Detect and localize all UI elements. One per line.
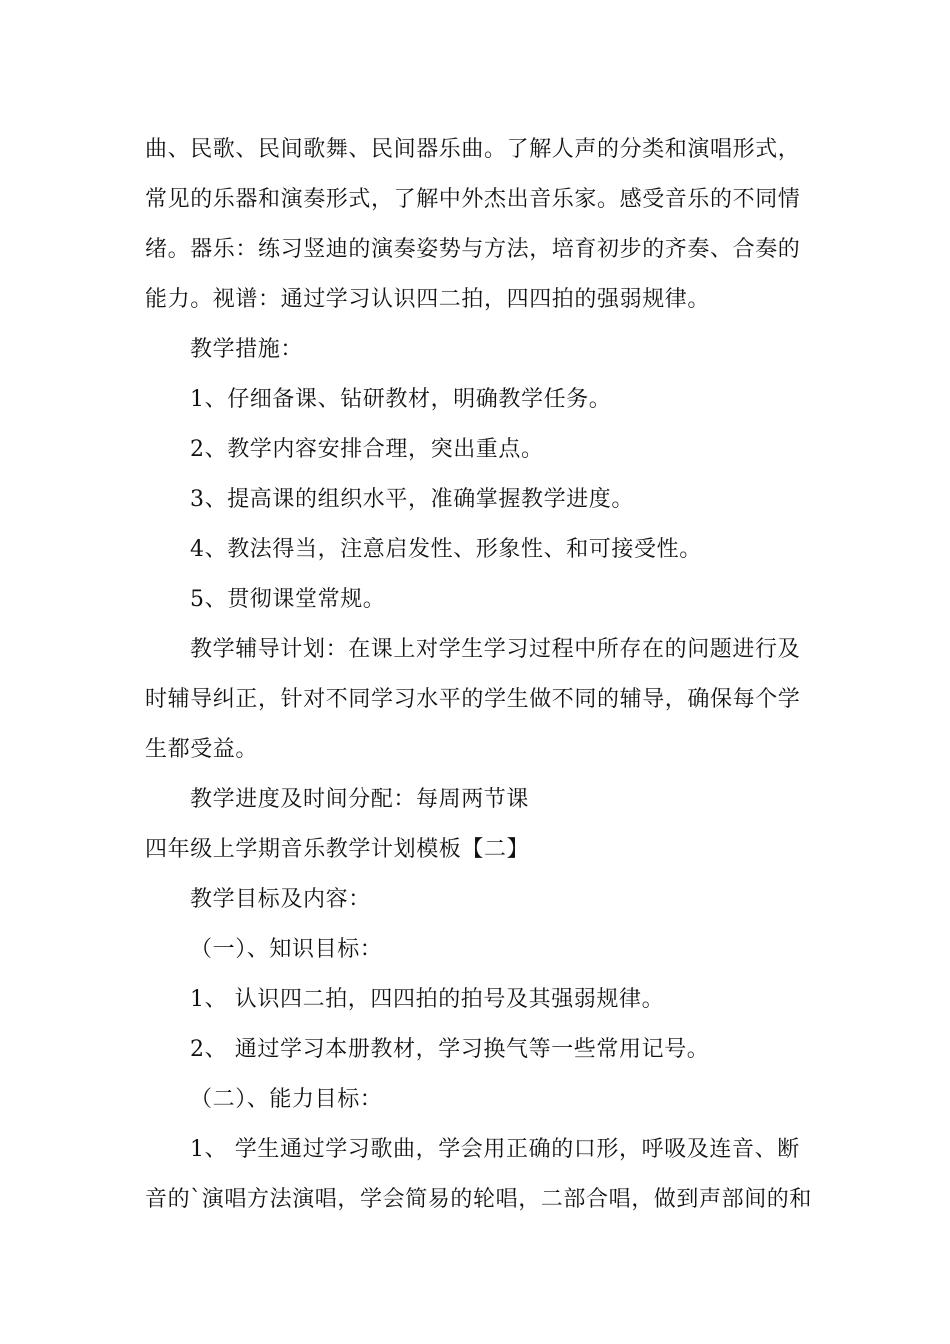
subsection-heading: （二）、能力目标：: [190, 1087, 383, 1112]
list-item: 1、 认识四二拍，四四拍的拍号及其强弱规律。: [190, 987, 665, 1012]
list-item: 1、 学生通过学习歌曲，学会用正确的口形，呼吸及连音、断: [190, 1137, 800, 1162]
paragraph-line: 时辅导纠正，针对不同学习水平的学生做不同的辅导，确保每个学: [145, 687, 801, 712]
paragraph-line: 教学辅导计划：在课上对学生学习过程中所存在的问题进行及: [190, 637, 801, 662]
paragraph-line: 教学进度及时间分配：每周两节课: [190, 787, 530, 812]
list-item: 4、教法得当，注意启发性、形象性、和可接受性。: [190, 537, 702, 562]
list-item: 5、贯彻课堂常规。: [190, 587, 386, 612]
subsection-heading: （一）、知识目标：: [190, 937, 383, 962]
paragraph-line: 音的`演唱方法演唱，学会简易的轮唱，二部合唱，做到声部间的和: [145, 1187, 813, 1212]
list-item: 2、 通过学习本册教材，学习换气等一些常用记号。: [190, 1037, 710, 1062]
section-heading: 教学措施：: [190, 337, 304, 362]
list-item: 3、提高课的组织水平，准确掌握教学进度。: [190, 487, 634, 512]
paragraph-line: 曲、民歌、民间歌舞、民间器乐曲。了解人声的分类和演唱形式，: [145, 137, 801, 162]
paragraph-line: 常见的乐器和演奏形式，了解中外杰出音乐家。感受音乐的不同情: [145, 187, 801, 212]
section-title: 四年级上学期音乐教学计划模板【二】: [145, 837, 530, 862]
paragraph-line: 生都受益。: [145, 737, 259, 762]
paragraph-line: 绪。器乐：练习竖迪的演奏姿势与方法，培育初步的齐奏、合奏的: [145, 237, 801, 262]
list-item: 2、教学内容安排合理，突出重点。: [190, 437, 544, 462]
paragraph-line: 能力。视谱：通过学习认识四二拍，四四拍的强弱规律。: [145, 287, 711, 312]
section-heading: 教学目标及内容：: [190, 887, 371, 912]
list-item: 1、仔细备课、钻研教材，明确教学任务。: [190, 387, 612, 412]
